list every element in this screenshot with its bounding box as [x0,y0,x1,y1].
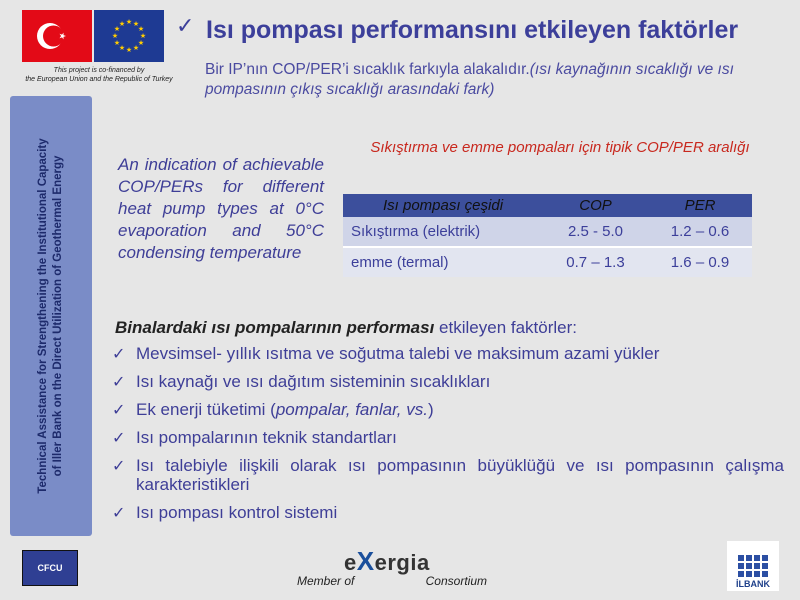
check-icon: ✓ [112,372,126,391]
list-item-text: Ek enerji tüketimi ( [136,400,276,419]
check-icon: ✓ [112,503,126,522]
title-check-icon: ✓ [176,14,195,39]
page-title: Isı pompası performansını etkileyen faktörler [206,16,739,44]
factors-heading [115,318,577,338]
list-item [112,400,784,419]
cofinance-line-1: This project is co-financed by [53,67,145,74]
svg-text:★: ★ [118,44,126,52]
cofinance-line-2: the European Union and the Republic of Turkey [25,76,173,83]
table-header-cop: COP [543,194,648,217]
table-cell-per: 1.2 – 0.6 [648,217,752,247]
table-cell-cop: 2.5 - 5.0 [543,217,648,247]
exergia-logo-rest: ergia [374,550,430,575]
indication-paragraph: An indication of achievable COP/PERs for different heat pump types at 0°C evaporation and 50°C condensing temperature [118,155,324,262]
list-item [112,503,784,522]
factors-heading-normal: etkileyen faktörler: [434,318,578,337]
ilbank-logo [727,541,779,591]
svg-text:★: ★ [113,25,121,33]
ilbank-logo-icon [738,555,768,577]
list-item-text: Isı kaynağı ve ısı dağıtım sisteminin sıcaklıkları [136,372,491,391]
list-item-text: Isı pompalarının teknik standartları [136,428,397,447]
table-row [343,247,752,277]
list-item-text: Mevsimsel- yıllık ısıtma ve soğutma talebi ve maksimum azami yükler [136,344,660,363]
table-header-row [343,194,752,217]
list-item-italic: pompalar, fanlar, vs. [275,400,428,419]
factors-list [112,344,784,531]
member-of-label: Member of [297,574,355,588]
svg-text:★: ★ [125,18,133,26]
eu-flag-icon [94,10,164,62]
sidebar-line-2: of Iller Bank on the Direct Utilization of Geothermal Energy [52,155,64,477]
cofinance-note [8,66,190,84]
table-header-type: Isı pompası çeşidi [343,194,543,217]
table-cell-type: Sıkıştırma (elektrik) [343,217,543,247]
table-header-per: PER [648,194,752,217]
cfcu-logo-label: CFCU [37,563,63,573]
turkey-flag-icon [22,10,92,62]
cfcu-logo [22,550,78,586]
sidebar-band [10,96,92,536]
svg-text:★: ★ [137,25,145,33]
list-item [112,428,784,447]
list-item-text: Isı pompası kontrol sistemi [136,503,338,522]
svg-text:★: ★ [132,20,140,28]
subtitle-italic: (ısı kaynağının sıcaklığı ve ısı pompasının çıkış sıcaklığı arasındaki fark) [205,61,734,98]
table-cell-type: emme (termal) [343,247,543,277]
list-item [112,372,784,391]
svg-text:★: ★ [118,20,126,28]
list-item [112,456,784,494]
svg-text:★: ★ [132,44,140,52]
page-subtitle [205,60,780,100]
list-item-suffix: ) [427,400,434,419]
flags-group [22,10,166,62]
table-row [343,217,752,247]
svg-text:★: ★ [125,46,133,54]
table-cell-per: 1.6 – 0.9 [648,247,752,277]
svg-text:★: ★ [137,39,145,47]
table-title: Sıkıştırma ve emme pompaları için tipik COP/PER aralığı [370,139,750,156]
consortium-label: Consortium [425,574,487,588]
ilbank-logo-label: İLBANK [736,579,770,589]
svg-text:★: ★ [139,32,147,40]
check-icon: ✓ [112,456,126,475]
list-item [112,344,784,363]
member-of-consortium [297,574,487,588]
svg-text:★: ★ [113,39,121,47]
exergia-logo [344,546,430,577]
svg-text:★: ★ [111,32,119,40]
check-icon: ✓ [112,428,126,447]
cop-per-table [343,194,752,277]
sidebar-line-1: Technical Assistance for Strengthening the Institutional Capacity [37,138,49,494]
check-icon: ✓ [112,400,126,419]
table-cell-cop: 0.7 – 1.3 [543,247,648,277]
list-item-text: Isı talebiyle ilişkili olarak ısı pompasının büyüklüğü ve ısı pompasının çalışma karakteristikleri [136,456,784,494]
sidebar-project-title [10,96,92,536]
exergia-logo-x: X [356,546,375,576]
factors-heading-bold: Binalardaki ısı pompalarının performası [115,318,435,337]
exergia-logo-e: e [344,550,357,575]
subtitle-normal: Bir IP’nın COP/PER’i sıcaklık farkıyla alakalıdır. [205,61,530,78]
check-icon: ✓ [112,344,126,363]
